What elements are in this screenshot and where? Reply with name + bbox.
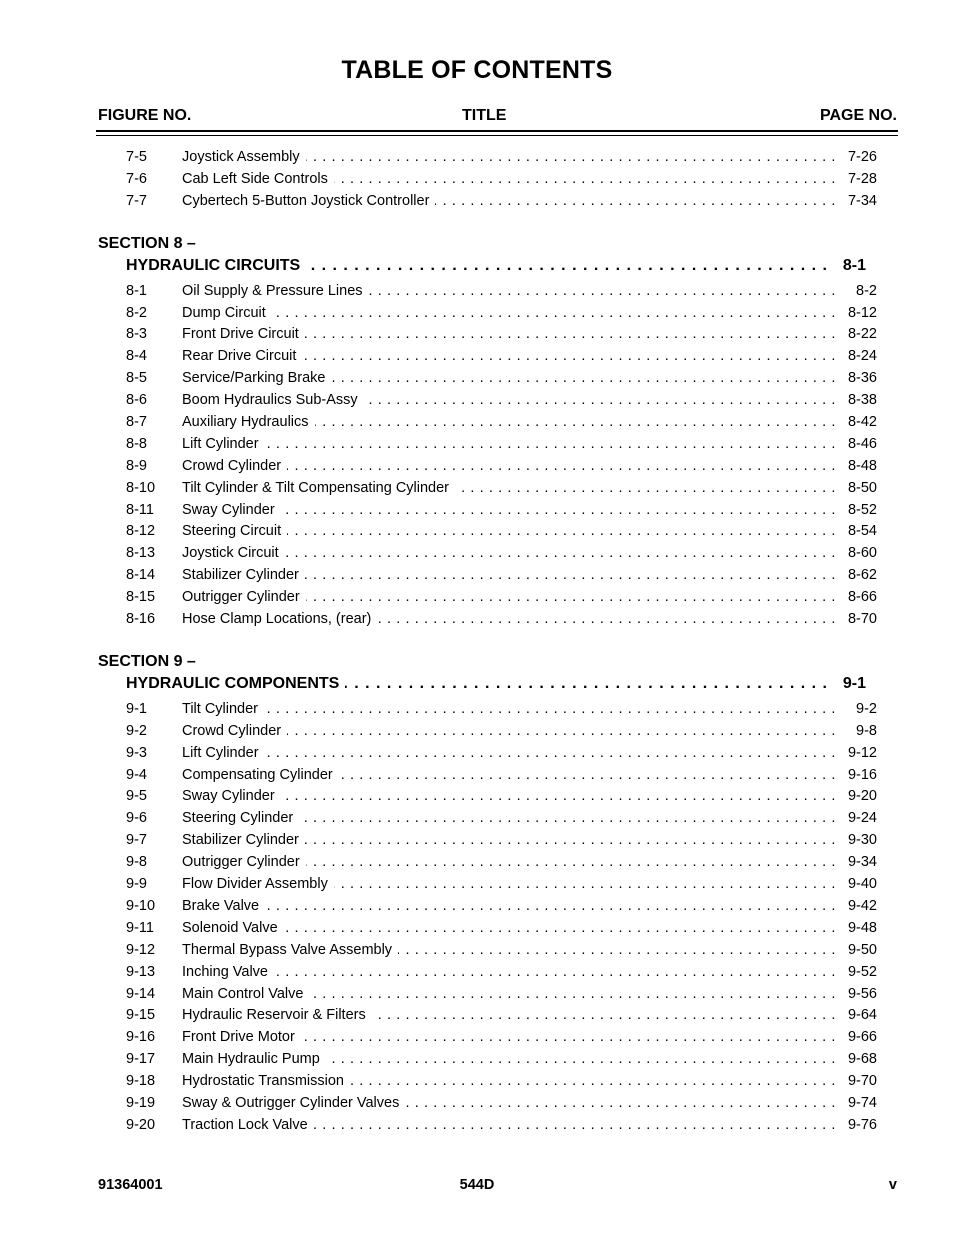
toc-entry[interactable] (0, 1071, 954, 1093)
figure-page: 8-2 (856, 282, 877, 299)
toc-entry[interactable] (0, 765, 954, 787)
figure-page: 9-66 (847, 1029, 877, 1046)
section-heading[interactable] (0, 255, 954, 277)
figure-title: Solenoid Valve (182, 920, 284, 936)
column-header-page: PAGE NO. (819, 107, 897, 124)
figure-title-leader (182, 609, 836, 631)
figure-title-leader (182, 984, 836, 1006)
figure-title-leader (182, 743, 836, 765)
figure-title-leader (182, 147, 836, 169)
figure-title-leader (182, 765, 836, 787)
figure-page: 9-30 (847, 832, 877, 849)
figure-number: 9-4 (126, 766, 147, 783)
figure-title: Joystick Circuit (182, 545, 285, 561)
figure-page: 9-2 (856, 700, 877, 717)
figure-page: 9-70 (847, 1073, 877, 1090)
figure-page: 9-52 (847, 963, 877, 980)
section-name-leader (126, 255, 828, 277)
toc-entry[interactable] (0, 852, 954, 874)
toc-entry[interactable] (0, 699, 954, 721)
toc-entry[interactable] (0, 786, 954, 808)
figure-number: 9-7 (126, 832, 147, 849)
figure-number: 7-7 (126, 192, 147, 209)
figure-title: Oil Supply & Pressure Lines (182, 283, 369, 299)
toc-entry[interactable] (0, 169, 954, 191)
toc-entry[interactable] (0, 191, 954, 213)
toc-entry[interactable] (0, 346, 954, 368)
figure-title-leader (182, 852, 836, 874)
figure-title: Outrigger Cylinder (182, 854, 306, 870)
figure-number: 9-2 (126, 722, 147, 739)
figure-number: 8-9 (126, 457, 147, 474)
figure-title: Crowd Cylinder (182, 723, 287, 739)
figure-number: 9-16 (126, 1029, 156, 1046)
figure-title: Brake Valve (182, 898, 265, 914)
figure-title: Flow Divider Assembly (182, 876, 334, 892)
column-header-figure: FIGURE NO. (98, 107, 192, 124)
figure-number: 9-10 (126, 897, 156, 914)
figure-page: 8-38 (847, 392, 877, 409)
figure-number: 7-5 (126, 149, 147, 165)
figure-page: 8-42 (847, 414, 877, 431)
toc-entry[interactable] (0, 874, 954, 896)
figure-title-leader (182, 918, 836, 940)
figure-page: 8-48 (847, 457, 877, 474)
toc-entry[interactable] (0, 896, 954, 918)
toc-entry[interactable] (0, 478, 954, 500)
figure-number: 7-6 (126, 170, 147, 187)
figure-page: 8-54 (847, 523, 877, 540)
figure-title: Main Control Valve (182, 986, 309, 1002)
figure-page: 9-24 (847, 810, 877, 827)
figure-number: 8-1 (126, 282, 147, 299)
figure-title: Sway Cylinder (182, 788, 281, 804)
figure-page: 9-74 (847, 1094, 877, 1111)
figure-number: 9-1 (126, 700, 147, 717)
figure-number: 8-13 (126, 545, 156, 562)
figure-title-leader (182, 587, 836, 609)
figure-title-leader (182, 303, 836, 325)
toc-entry[interactable] (0, 368, 954, 390)
figure-page: 8-50 (847, 479, 877, 496)
figure-page: 8-22 (847, 326, 877, 343)
figure-page: 7-28 (847, 170, 877, 187)
figure-page: 8-52 (847, 501, 877, 518)
figure-title: Main Hydraulic Pump (182, 1051, 326, 1067)
figure-title-leader (182, 1027, 836, 1049)
figure-number: 9-13 (126, 963, 156, 980)
figure-title: Inching Valve (182, 964, 274, 980)
toc-entry[interactable] (0, 1115, 954, 1137)
toc-entry[interactable] (0, 543, 954, 565)
figure-page: 9-50 (847, 941, 877, 958)
figure-page: 8-70 (847, 611, 877, 628)
figure-page: 9-12 (847, 744, 877, 761)
figure-title: Outrigger Cylinder (182, 589, 306, 605)
figure-title: Lift Cylinder (182, 436, 265, 452)
figure-title: Front Drive Circuit (182, 326, 305, 342)
figure-number: 9-20 (126, 1116, 156, 1133)
section-page: 8-1 (842, 256, 866, 274)
header-rule-thick (96, 130, 898, 132)
figure-title-leader (182, 434, 836, 456)
section-name: HYDRAULIC CIRCUITS (126, 257, 306, 274)
toc-entry[interactable] (0, 434, 954, 456)
figure-page: 9-20 (847, 788, 877, 805)
figure-number: 8-5 (126, 370, 147, 387)
figure-number: 8-14 (126, 567, 156, 584)
figure-title: Auxiliary Hydraulics (182, 414, 315, 430)
page-title: TABLE OF CONTENTS (341, 56, 613, 84)
figure-title: Hose Clamp Locations, (rear) (182, 611, 377, 627)
toc-entry[interactable] (0, 609, 954, 631)
figure-page: 9-42 (847, 897, 877, 914)
figure-page: 7-26 (847, 149, 877, 165)
figure-number: 9-11 (126, 919, 154, 936)
figure-title-leader (182, 412, 836, 434)
figure-title: Crowd Cylinder (182, 458, 287, 474)
figure-title-leader (182, 874, 836, 896)
figure-title: Stabilizer Cylinder (182, 567, 305, 583)
figure-page: 9-56 (847, 985, 877, 1002)
figure-title-leader (182, 191, 836, 213)
figure-number: 8-11 (126, 501, 154, 518)
figure-title-leader (182, 500, 836, 522)
figure-title-leader (182, 169, 836, 191)
figure-title: Sway & Outrigger Cylinder Valves (182, 1095, 405, 1111)
figure-title-leader (182, 456, 836, 478)
figure-number: 8-7 (126, 414, 147, 431)
figure-title-leader (182, 543, 836, 565)
toc-entry[interactable] (0, 324, 954, 346)
figure-number: 8-3 (126, 326, 147, 343)
figure-title-leader (182, 940, 836, 962)
toc-entry[interactable] (0, 521, 954, 543)
figure-number: 9-12 (126, 941, 156, 958)
figure-page: 8-46 (847, 435, 877, 452)
figure-page: 9-68 (847, 1051, 877, 1068)
toc-entry[interactable] (0, 412, 954, 434)
figure-page: 8-62 (847, 567, 877, 584)
figure-number: 9-14 (126, 985, 156, 1002)
toc-entry[interactable] (0, 1027, 954, 1049)
figure-number: 8-2 (126, 304, 147, 321)
toc-entry[interactable] (0, 147, 954, 169)
figure-title-leader (182, 896, 836, 918)
figure-number: 9-3 (126, 744, 147, 761)
figure-title-leader (182, 808, 836, 830)
toc-entry[interactable] (0, 743, 954, 765)
figure-number: 8-10 (126, 479, 156, 496)
section-label: SECTION 9 – (98, 652, 196, 670)
figure-title: Thermal Bypass Valve Assembly (182, 942, 398, 958)
figure-page: 8-24 (847, 348, 877, 365)
toc-entry[interactable] (0, 940, 954, 962)
figure-number: 8-6 (126, 392, 147, 409)
figure-title-leader (182, 521, 836, 543)
figure-title: Steering Cylinder (182, 810, 299, 826)
figure-title: Front Drive Motor (182, 1029, 301, 1045)
figure-title-leader (182, 478, 836, 500)
figure-title-leader (182, 699, 836, 721)
figure-title: Boom Hydraulics Sub-Assy (182, 392, 364, 408)
toc-entry[interactable] (0, 984, 954, 1006)
figure-page: 9-40 (847, 876, 877, 893)
figure-page: 7-34 (847, 192, 877, 209)
section-name-leader (126, 673, 828, 695)
section-name: HYDRAULIC COMPONENTS (126, 675, 345, 692)
toc-section (0, 233, 954, 631)
figure-number: 8-8 (126, 435, 147, 452)
figure-title: Hydrostatic Transmission (182, 1073, 350, 1089)
figure-title-leader (182, 281, 836, 303)
figure-title: Lift Cylinder (182, 745, 265, 761)
figure-title: Hydraulic Reservoir & Filters (182, 1007, 372, 1023)
header-rule-thin (96, 135, 898, 136)
figure-number: 9-19 (126, 1094, 156, 1111)
figure-title-leader (182, 1005, 836, 1027)
toc-entry[interactable] (0, 456, 954, 478)
figure-title: Tilt Cylinder & Tilt Compensating Cylinder (182, 480, 455, 496)
figure-number: 9-6 (126, 810, 147, 827)
toc-entry[interactable] (0, 565, 954, 587)
figure-title: Compensating Cylinder (182, 767, 339, 783)
column-header-title: TITLE (462, 107, 507, 124)
figure-page: 9-8 (856, 722, 877, 739)
figure-title-leader (182, 324, 836, 346)
figure-page: 9-76 (847, 1116, 877, 1133)
figure-number: 8-12 (126, 523, 156, 540)
footer-page-number: v (888, 1177, 897, 1193)
figure-title: Cybertech 5-Button Joystick Controller (182, 193, 435, 209)
figure-number: 8-16 (126, 611, 156, 628)
toc-section (0, 651, 954, 1137)
section-label: SECTION 8 – (98, 234, 196, 252)
figure-title-leader (182, 1115, 836, 1137)
figure-title: Stabilizer Cylinder (182, 832, 305, 848)
figure-title-leader (182, 830, 836, 852)
toc-entry[interactable] (0, 587, 954, 609)
figure-title: Joystick Assembly (182, 149, 306, 165)
figure-title: Tilt Cylinder (182, 701, 264, 717)
toc-entry[interactable] (0, 281, 954, 303)
figure-title-leader (182, 786, 836, 808)
toc-entry[interactable] (0, 1005, 954, 1027)
figure-title: Traction Lock Valve (182, 1117, 314, 1133)
footer-model: 544D (459, 1177, 495, 1193)
section-heading[interactable] (0, 673, 954, 695)
toc-entry[interactable] (0, 390, 954, 412)
figure-page: 9-48 (847, 919, 877, 936)
figure-page: 9-34 (847, 854, 877, 871)
figure-number: 9-8 (126, 854, 147, 871)
toc-list (0, 147, 954, 1137)
figure-title: Sway Cylinder (182, 502, 281, 518)
toc-entry[interactable] (0, 303, 954, 325)
figure-page: 9-64 (847, 1007, 877, 1024)
figure-title: Dump Circuit (182, 305, 272, 321)
figure-number: 9-18 (126, 1073, 156, 1090)
figure-title-leader (182, 368, 836, 390)
toc-entry[interactable] (0, 1093, 954, 1115)
toc-entry[interactable] (0, 1049, 954, 1071)
toc-entry[interactable] (0, 962, 954, 984)
figure-number: 9-9 (126, 876, 147, 893)
figure-number: 9-15 (126, 1007, 156, 1024)
toc-entry[interactable] (0, 808, 954, 830)
figure-title-leader (182, 390, 836, 412)
figure-title: Rear Drive Circuit (182, 348, 302, 364)
toc-entry[interactable] (0, 500, 954, 522)
figure-page: 8-60 (847, 545, 877, 562)
figure-page: 8-36 (847, 370, 877, 387)
figure-title-leader (182, 565, 836, 587)
section-page: 9-1 (842, 674, 866, 692)
figure-page: 8-12 (847, 304, 877, 321)
figure-number: 9-17 (126, 1051, 156, 1068)
figure-title-leader (182, 346, 836, 368)
figure-number: 8-15 (126, 589, 156, 606)
figure-title-leader (182, 1093, 836, 1115)
figure-title: Cab Left Side Controls (182, 171, 334, 187)
figure-title-leader (182, 962, 836, 984)
figure-number: 9-5 (126, 788, 147, 805)
figure-title-leader (182, 1071, 836, 1093)
toc-entry[interactable] (0, 721, 954, 743)
figure-title-leader (182, 1049, 836, 1071)
toc-entry[interactable] (0, 830, 954, 852)
figure-page: 9-16 (847, 766, 877, 783)
footer-doc-number: 91364001 (98, 1177, 163, 1193)
figure-page: 8-66 (847, 589, 877, 606)
figure-title: Service/Parking Brake (182, 370, 331, 386)
figure-title-leader (182, 721, 836, 743)
toc-entry[interactable] (0, 918, 954, 940)
figure-title: Steering Circuit (182, 523, 287, 539)
figure-number: 8-4 (126, 348, 147, 365)
